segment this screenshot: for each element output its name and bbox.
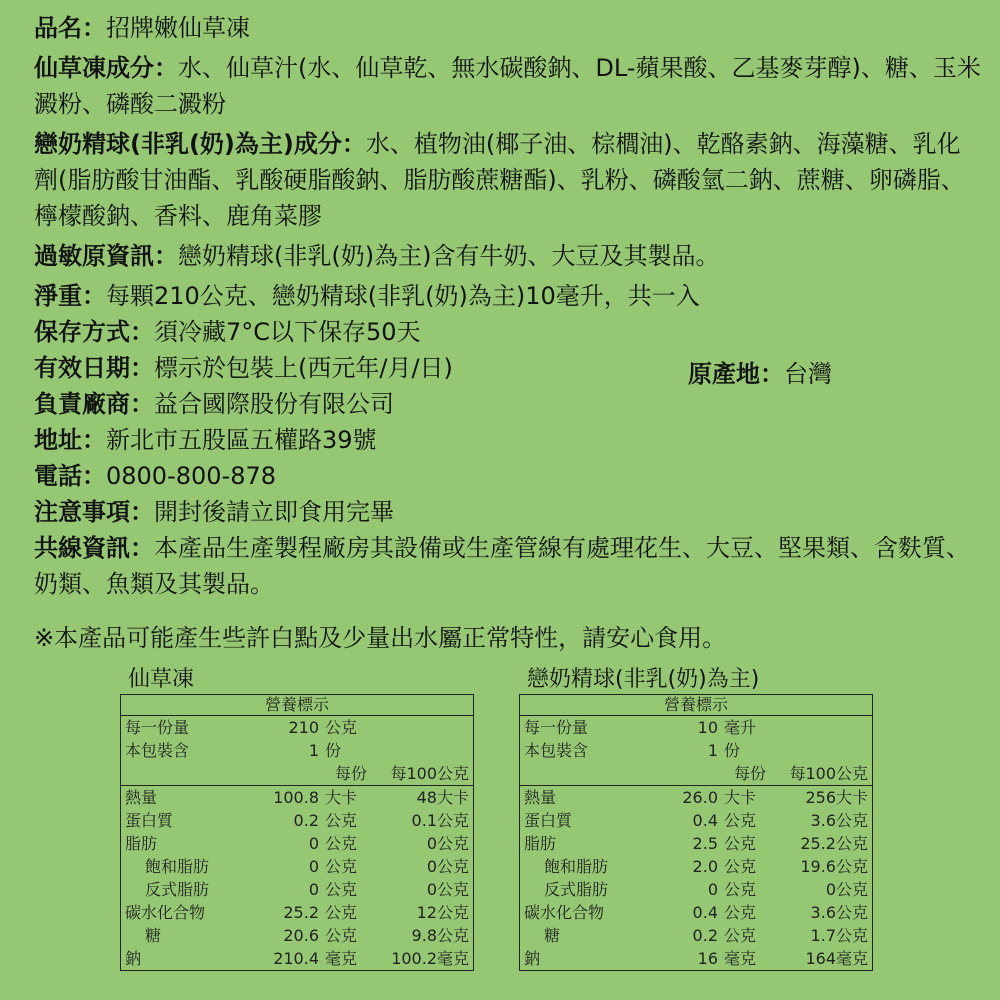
- serving-size-value: 10: [697, 718, 718, 737]
- jelly-ingredients-line: [34, 50, 984, 122]
- nutrient-unit: 毫克: [724, 949, 757, 968]
- nutrient-name: 糖: [544, 926, 561, 945]
- phone-line: [34, 458, 984, 494]
- nutrient-per-100: 3.6公克: [810, 903, 868, 922]
- nutrition-panel-title: 仙草凍: [128, 667, 195, 692]
- nutrient-unit: 公克: [724, 880, 757, 899]
- nutrient-name: 碳水化合物: [125, 903, 206, 922]
- shared-line-key: 共線資訊：: [34, 534, 154, 562]
- nutrient-per-serving: 0.2: [293, 811, 319, 830]
- nutrient-row: [520, 878, 872, 901]
- nutrient-per-serving: 0: [308, 834, 319, 853]
- nutrient-row: [121, 832, 473, 855]
- nutrient-name: 脂肪: [125, 834, 158, 853]
- servings-row: [121, 739, 473, 762]
- cream-ingredients-line: [34, 126, 984, 234]
- nutrient-per-serving: 25.2: [283, 903, 319, 922]
- servings-unit: 份: [325, 741, 342, 760]
- product-name-value: 招牌嫩仙草凍: [106, 14, 250, 42]
- serving-size-label: 每一份量: [125, 718, 190, 737]
- nutrient-row: [121, 947, 473, 970]
- nutrient-row: [121, 901, 473, 924]
- servings-label: 本包裝含: [524, 741, 589, 760]
- nutrient-per-100: 0公克: [825, 880, 868, 899]
- nutrient-unit: 公克: [724, 926, 757, 945]
- product-name-line: [34, 10, 984, 46]
- nutrition-table: [120, 694, 474, 971]
- product-name-key: 品名：: [34, 14, 106, 42]
- allergen-value: 戀奶精球(非乳(奶)為主)含有牛奶、大豆及其製品。: [178, 242, 720, 270]
- nutrient-row: [520, 924, 872, 947]
- storage-value: 須冷藏7°C以下保存50天: [154, 318, 421, 346]
- nutrition-panel-creamer: [519, 666, 873, 971]
- nutrient-per-serving: 2.0: [692, 857, 718, 876]
- nutrient-unit: 公克: [724, 903, 757, 922]
- nutrient-per-serving: 0: [308, 880, 319, 899]
- nutrient-per-100: 3.6公克: [810, 811, 868, 830]
- address-line: [34, 422, 984, 458]
- nutrient-per-serving: 2.5: [692, 834, 718, 853]
- nutrient-per-100: 1.7公克: [810, 926, 868, 945]
- servings-unit: 份: [724, 741, 741, 760]
- nutrition-panel-title: 戀奶精球(非乳(奶)為主): [527, 667, 760, 692]
- nutrient-row: [121, 878, 473, 901]
- jelly-ingredients-key: 仙草凍成分：: [34, 54, 178, 82]
- caution-value: 開封後請立即食用完畢: [154, 498, 394, 526]
- nutrient-name: 反式脂肪: [544, 880, 609, 899]
- nutrient-name: 蛋白質: [524, 811, 573, 830]
- manufacturer-value: 益合國際股份有限公司: [154, 390, 394, 418]
- nutrient-unit: 毫克: [325, 949, 358, 968]
- origin-value: 台灣: [784, 360, 832, 388]
- nutrient-per-100: 48大卡: [416, 788, 469, 807]
- caution-key: 注意事項：: [34, 498, 154, 526]
- nutrient-per-serving: 16: [697, 949, 718, 968]
- nutrient-row: [121, 855, 473, 878]
- nutrient-per-100: 9.8公克: [411, 926, 469, 945]
- notice-text: ※本產品可能產生些許白點及少量出水屬正常特性，請安心食用。: [34, 624, 727, 652]
- nutrient-name: 飽和脂肪: [544, 857, 609, 876]
- servings-value: 1: [308, 741, 319, 760]
- nutrient-per-100: 19.6公克: [800, 857, 868, 876]
- manufacturer-key: 負責廠商：: [34, 390, 154, 418]
- nutrient-unit: 公克: [325, 834, 358, 853]
- expiry-key: 有效日期：: [34, 354, 154, 382]
- expiry-value: 標示於包裝上(西元年/月/日): [154, 354, 453, 382]
- nutrient-unit: 公克: [724, 857, 757, 876]
- origin-key: 原產地：: [688, 360, 784, 388]
- cream-ingredients-key: 戀奶精球(非乳(奶)為主)成分：: [34, 130, 366, 158]
- nutrient-per-100: 0公克: [426, 857, 469, 876]
- per-serving-header: 每份: [334, 764, 367, 783]
- nutrient-per-100: 12公克: [416, 903, 469, 922]
- per-100-header: 每100公克: [789, 764, 868, 783]
- column-header-row: [520, 762, 872, 786]
- nutrient-row: [520, 901, 872, 924]
- nutrient-per-100: 100.2毫克: [391, 949, 469, 968]
- servings-label: 本包裝含: [125, 741, 190, 760]
- column-header-row: [121, 762, 473, 786]
- nutrient-unit: 公克: [325, 857, 358, 876]
- nutrition-table-header: 營養標示: [121, 695, 473, 716]
- nutrient-name: 熱量: [524, 788, 557, 807]
- nutrient-per-100: 256大卡: [805, 788, 868, 807]
- storage-key: 保存方式：: [34, 318, 154, 346]
- nutrient-name: 反式脂肪: [145, 880, 210, 899]
- nutrient-row: [520, 855, 872, 878]
- nutrient-name: 鈉: [524, 949, 541, 968]
- nutrient-per-serving: 26.0: [682, 788, 718, 807]
- nutrient-per-100: 25.2公克: [800, 834, 868, 853]
- nutrient-name: 碳水化合物: [524, 903, 605, 922]
- nutrient-per-100: 0公克: [426, 834, 469, 853]
- serving-size-row: [520, 716, 872, 739]
- servings-value: 1: [707, 741, 718, 760]
- phone-value: 0800-800-878: [106, 462, 277, 490]
- serving-size-unit: 毫升: [724, 718, 757, 737]
- allergen-key: 過敏原資訊：: [34, 242, 178, 270]
- shared-line-info: [34, 530, 984, 602]
- per-100-header: 每100公克: [390, 764, 469, 783]
- allergen-line: [34, 238, 984, 274]
- nutrient-unit: 公克: [325, 903, 358, 922]
- nutrient-unit: 公克: [724, 834, 757, 853]
- nutrient-per-serving: 0.4: [692, 811, 718, 830]
- net-weight-key: 淨重：: [34, 282, 106, 310]
- storage-line: [34, 314, 984, 350]
- shared-line-value: 本產品生產製程廠房其設備或生產管線有處理花生、大豆、堅果類、含麩質、奶類、魚類及其製品。: [34, 534, 970, 598]
- nutrient-per-serving: 100.8: [273, 788, 319, 807]
- nutrient-unit: 大卡: [724, 788, 757, 807]
- nutrient-unit: 公克: [325, 926, 358, 945]
- nutrient-row: [520, 832, 872, 855]
- phone-key: 電話：: [34, 462, 106, 490]
- expiry-line: [34, 350, 984, 386]
- origin-line: [688, 356, 832, 392]
- nutrient-name: 飽和脂肪: [145, 857, 210, 876]
- serving-size-label: 每一份量: [524, 718, 589, 737]
- address-value: 新北市五股區五權路39號: [106, 426, 377, 454]
- serving-size-value: 210: [288, 718, 319, 737]
- nutrient-per-serving: 0.2: [692, 926, 718, 945]
- nutrient-row: [121, 809, 473, 832]
- nutrient-per-serving: 0: [308, 857, 319, 876]
- nutrient-per-serving: 210.4: [273, 949, 319, 968]
- nutrition-table: [519, 694, 873, 971]
- nutrient-row: [520, 809, 872, 832]
- nutrient-per-serving: 20.6: [283, 926, 319, 945]
- nutrient-row: [121, 786, 473, 809]
- nutrient-per-100: 0公克: [426, 880, 469, 899]
- caution-line: [34, 494, 984, 530]
- jelly-ingredients-value: 水、仙草汁(水、仙草乾、無水碳酸鈉、DL-蘋果酸、乙基麥芽醇)、糖、玉米澱粉、磷酸二澱粉: [34, 54, 981, 118]
- nutrient-name: 鈉: [125, 949, 142, 968]
- nutrient-unit: 大卡: [325, 788, 358, 807]
- nutrient-unit: 公克: [325, 880, 358, 899]
- net-weight-line: [34, 278, 984, 314]
- serving-size-row: [121, 716, 473, 739]
- nutrient-name: 蛋白質: [125, 811, 174, 830]
- manufacturer-line: [34, 386, 984, 422]
- net-weight-value: 每顆210公克、戀奶精球(非乳(奶)為主)10毫升，共一入: [106, 282, 700, 310]
- nutrient-row: [121, 924, 473, 947]
- nutrient-per-100: 164毫克: [805, 949, 868, 968]
- nutrient-per-serving: 0.4: [692, 903, 718, 922]
- nutrient-name: 熱量: [125, 788, 158, 807]
- nutrient-unit: 公克: [724, 811, 757, 830]
- nutrition-table-header: 營養標示: [520, 695, 872, 716]
- nutrient-row: [520, 786, 872, 809]
- cream-ingredients-value: 水、植物油(椰子油、棕櫚油)、乾酪素鈉、海藻糖、乳化劑(脂肪酸甘油酯、乳酸硬脂酸鈉、脂肪酸蔗糖酯)、乳粉、磷酸氫二鈉、蔗糖、卵磷脂、檸檬酸鈉、香料、鹿角菜膠: [34, 130, 965, 230]
- nutrient-per-serving: 0: [707, 880, 718, 899]
- servings-row: [520, 739, 872, 762]
- nutrient-unit: 公克: [325, 811, 358, 830]
- nutrition-panel-jelly: [120, 666, 474, 971]
- nutrient-row: [520, 947, 872, 970]
- nutrient-per-100: 0.1公克: [411, 811, 469, 830]
- label-text-block: [34, 10, 984, 602]
- nutrient-name: 脂肪: [524, 834, 557, 853]
- serving-size-unit: 公克: [325, 718, 358, 737]
- per-serving-header: 每份: [733, 764, 766, 783]
- address-key: 地址：: [34, 426, 106, 454]
- nutrient-name: 糖: [145, 926, 162, 945]
